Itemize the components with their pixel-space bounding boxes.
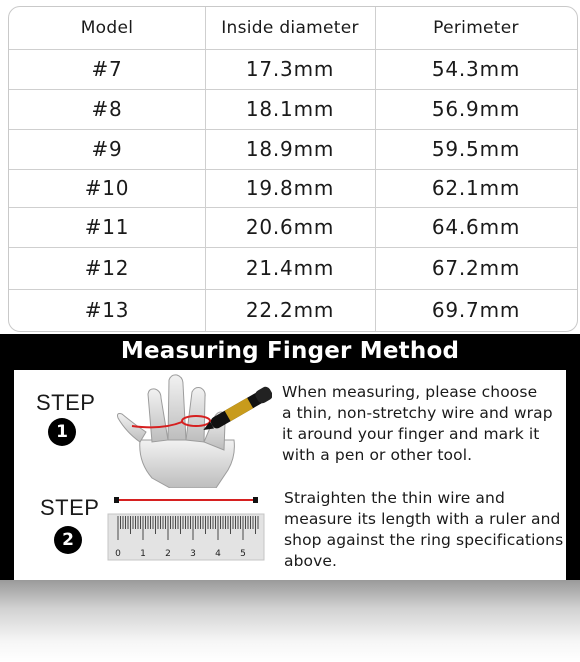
ruler-tick-label: 2	[165, 549, 171, 559]
table-row-divider	[9, 207, 577, 208]
table-row-divider	[9, 49, 577, 50]
step-1-number: 1	[48, 418, 76, 446]
wire-mark-left	[114, 497, 119, 503]
table-header-2: Perimeter	[433, 18, 519, 38]
table-cell: 69.7mm	[431, 298, 521, 322]
table-cell: #8	[91, 97, 123, 121]
table-cell: 67.2mm	[431, 256, 521, 280]
table-cell: #13	[84, 298, 130, 322]
table-cell: 59.5mm	[431, 137, 521, 161]
table-cell: 19.8mm	[245, 176, 335, 200]
table-cell: 64.6mm	[431, 215, 521, 239]
step-1-label: STEP	[36, 390, 96, 415]
table-row-divider	[9, 169, 577, 170]
table-cell: #7	[91, 57, 123, 81]
ruler-tick-label: 4	[215, 549, 221, 559]
table-header-0: Model	[80, 18, 134, 38]
table-cell: 54.3mm	[431, 57, 521, 81]
step-1-description: When measuring, please choose a thin, non-stretchy wire and wrap it around your finger and mark it with a pen or other tool.	[282, 383, 553, 464]
table-row-divider	[9, 247, 577, 248]
table-header-1: Inside diameter	[221, 18, 359, 38]
table-cell: 18.1mm	[245, 97, 335, 121]
table-row-divider	[9, 129, 577, 130]
table-cell: 56.9mm	[431, 97, 521, 121]
step-2-description: Straighten the thin wire and measure its length with a ruler and shop against the ring specifications above.	[284, 489, 564, 570]
table-cell: #12	[84, 256, 130, 280]
ruler-tick-label: 3	[190, 549, 196, 559]
bottom-fade	[0, 580, 580, 662]
table-row-divider	[9, 89, 577, 90]
table-cell: 62.1mm	[431, 176, 521, 200]
step-2-number: 2	[54, 526, 82, 554]
table-cell: 22.2mm	[245, 298, 335, 322]
ruler-tick-label: 0	[115, 549, 121, 559]
size-table-grid	[9, 7, 577, 331]
table-cell: #10	[84, 176, 130, 200]
table-cell: #9	[91, 137, 123, 161]
table-cell: 17.3mm	[245, 57, 335, 81]
hand-wire-wrap-illustration	[112, 370, 272, 488]
ruler-tick-label: 1	[140, 549, 146, 559]
table-cell: 20.6mm	[245, 215, 335, 239]
ring-size-table	[8, 6, 578, 332]
table-row-divider	[9, 289, 577, 290]
table-cell: #11	[84, 215, 130, 239]
step-2-label: STEP	[40, 495, 100, 520]
method-title: Measuring Finger Method	[120, 338, 460, 364]
wire-mark-right	[253, 497, 258, 503]
method-panel	[14, 370, 566, 580]
ruler-tick-label: 5	[240, 549, 246, 559]
table-cell: 18.9mm	[245, 137, 335, 161]
table-cell: 21.4mm	[245, 256, 335, 280]
wire-ruler-illustration	[106, 492, 270, 562]
